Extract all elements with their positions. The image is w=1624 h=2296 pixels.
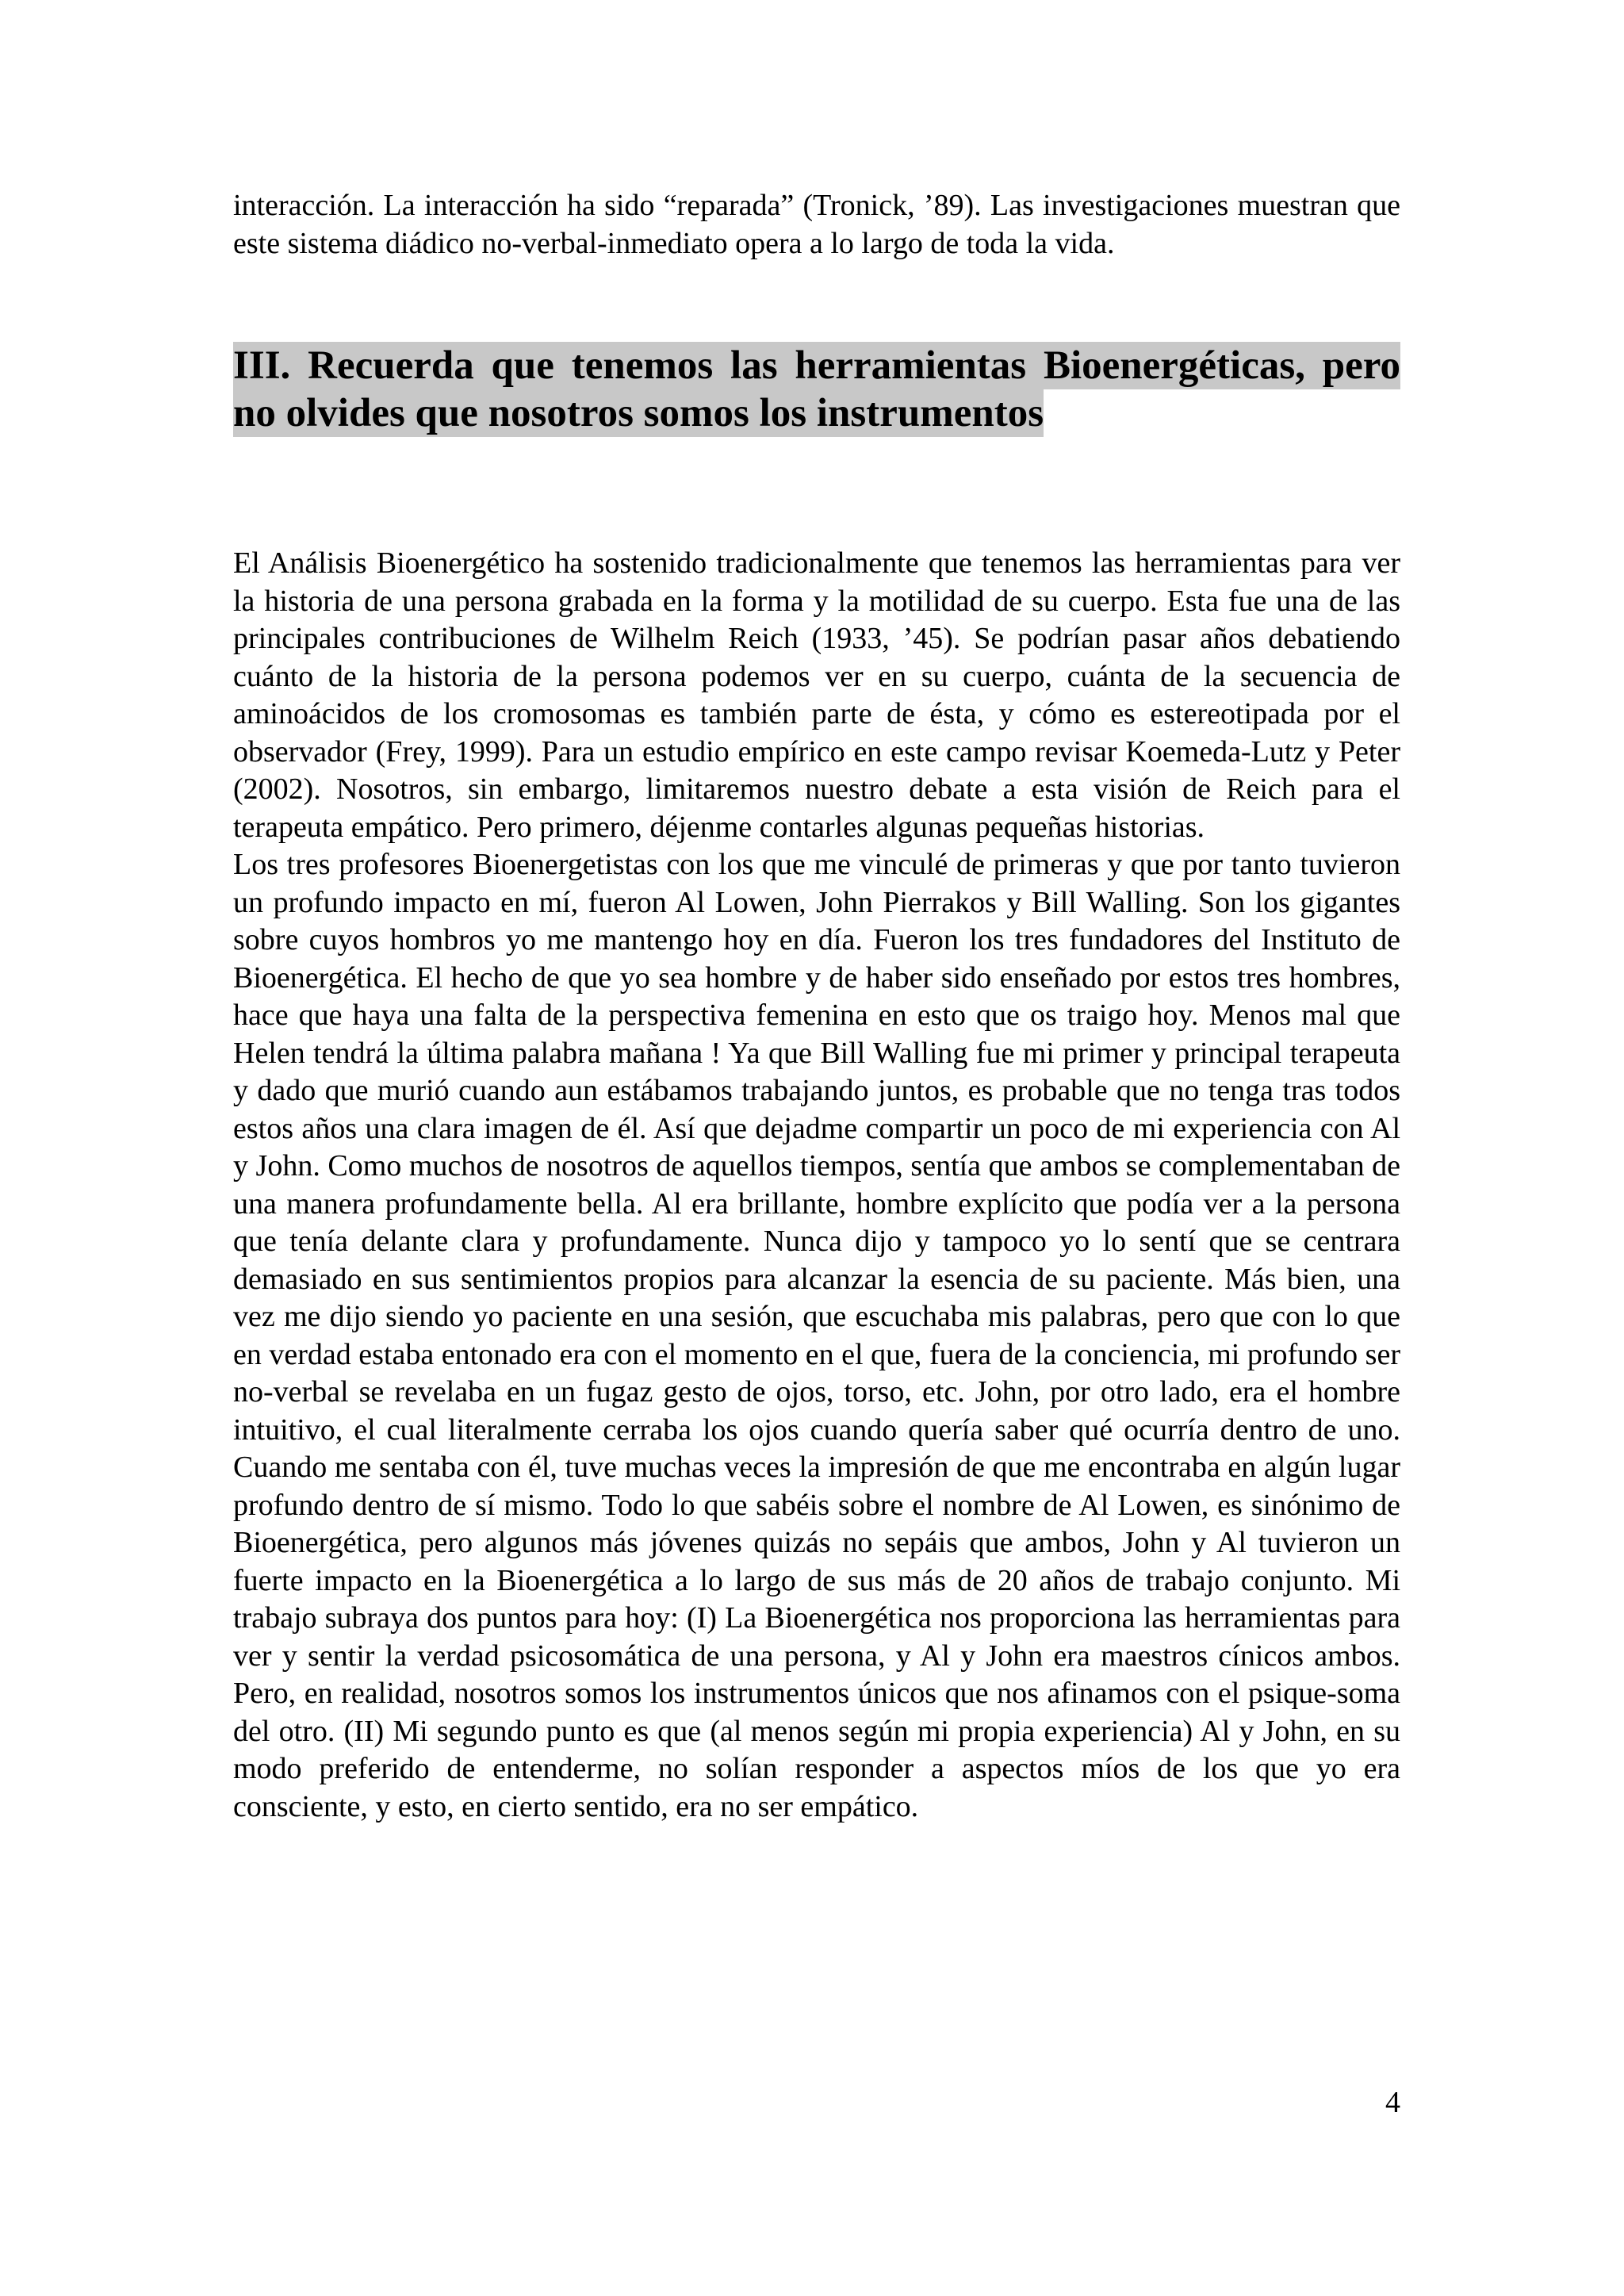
section-heading — [233, 342, 1400, 437]
page-number: 4 — [1385, 2086, 1400, 2119]
section-heading-text: III. Recuerda que tenemos las herramientas Bioenergéticas, pero no olvides que nosotros somos los instrumentos — [233, 343, 1400, 435]
paragraph-1: El Análisis Bioenergético ha sostenido tradicionalmente que tenemos las herramientas para ver la historia de una persona grabada en la forma y la motilidad de su cuerpo. Esta fue una de las principales contribuciones de Wilhelm Reich (1933, ’45). Se podrían pasar años debatiendo cuánto de la historia de la persona podemos ver en su cuerpo, cuánta de la secuencia de aminoácidos de los cromosomas es también parte de ésta, y cómo es estereotipada por el observador (Frey, 1999). Para un estudio empírico en este campo revisar Koemeda-Lutz y Peter (2002). Nosotros, sin embargo, limitaremos nuestro debate a esta visión de Reich para el terapeuta empático. Pero primero, déjenme contarles algunas pequeñas historias. — [233, 546, 1400, 844]
body-text — [233, 545, 1400, 1826]
paragraph-2: Los tres profesores Bioenergetistas con los que me vinculé de primeras y que por tanto tuvieron un profundo impacto en mí, fueron Al Lowen, John Pierrakos y Bill Walling. Son los gigantes sobre cuyos hombros yo me mantengo hoy en día. Fueron los tres fundadores del Instituto de Bioenergética. El hecho de que yo sea hombre y de haber sido enseñado por estos tres hombres, hace que haya una falta de la perspectiva femenina en esto que os traigo hoy. Menos mal que Helen tendrá la última palabra mañana ! Ya que Bill Walling fue mi primer y principal terapeuta y dado que murió cuando aun estábamos trabajando juntos, es probable que no tenga tras todos estos años una clara imagen de él. Así que dejadme compartir un poco de mi experiencia con Al y John. Como muchos de nosotros de aquellos tiempos, sentía que ambos se complementaban de una manera profundamente bella. Al era brillante, hombre explícito que podía ver a la persona que tenía delante clara y profundamente. Nunca dijo y tampoco yo lo sentí que se centrara demasiado en sus sentimientos propios para alcanzar la esencia de su paciente. Más bien, una vez me dijo siendo yo paciente en una sesión, que escuchaba mis palabras, pero que con lo que en verdad estaba entonado era con el momento en el que, fuera de la conciencia, mi profundo ser no-verbal se revelaba en un fugaz gesto de ojos, torso, etc. John, por otro lado, era el hombre intuitivo, el cual literalmente cerraba los ojos cuando quería saber qué ocurría dentro de uno. Cuando me sentaba con él, tuve muchas veces la impresión de que me encontraba en algún lugar profundo dentro de sí mismo. Todo lo que sabéis sobre el nombre de Al Lowen, es sinónimo de Bioenergética, pero algunos más jóvenes quizás no sepáis que ambos, John y Al tuvieron un fuerte impacto en la Bioenergética a lo largo de sus más de 20 años de trabajo conjunto. Mi trabajo subraya dos puntos para hoy: (I) La Bioenergética nos proporciona las herramientas para ver y sentir la verdad psicosomática de una persona, y Al y John era maestros cínicos ambos. Pero, en realidad, nosotros somos los instrumentos únicos que nos afinamos con el psique-soma del otro. (II) Mi segundo punto es que (al menos según mi propia experiencia) Al y John, en su modo preferido de entenderme, no solían responder a aspectos míos de los que yo era consciente, y esto, en cierto sentido, era no ser empático. — [233, 848, 1400, 1823]
intro-paragraph: interacción. La interacción ha sido “reparada” (Tronick, ’89). Las investigaciones muestran que este sistema diádico no-verbal-inmediato opera a lo largo de toda la vida. — [233, 189, 1400, 260]
